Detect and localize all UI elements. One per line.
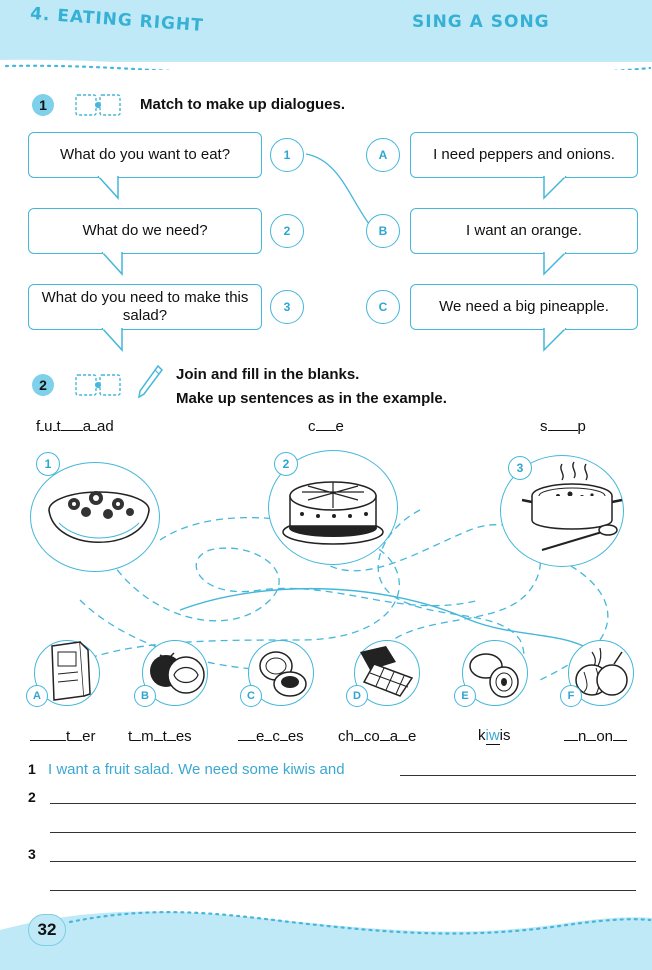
answer-bubble-a: I need peppers and onions. [410,132,638,178]
ingredient-letter-b: B [134,685,156,707]
answer-letter-b[interactable]: B [366,214,400,248]
dish-number-1: 1 [36,452,60,476]
bubble-tail [536,176,576,200]
cake-icon [278,470,388,550]
dish-number-3: 3 [508,456,532,480]
ingredient-word-d: ch co a e [338,728,417,745]
answer-line[interactable] [400,775,636,776]
ingredient-letter-c: C [240,685,262,707]
ingredient-letter-f: F [560,685,582,707]
ingredient-word-a: t er [30,727,96,745]
ingredient-word-c: e c es [238,727,304,745]
dish-number-2: 2 [274,452,298,476]
bubble-tail [536,252,576,276]
page-number: 32 [28,914,66,946]
dish-word-3: s p [540,418,586,435]
sentence-number-1: 1 [28,761,36,777]
footer-wave [0,898,652,970]
answer-line[interactable] [50,890,636,891]
dish-word-1: f u t a ad [36,418,114,435]
pencil-icon [136,364,164,400]
answer-line[interactable] [50,861,636,862]
exercise-2-instruction-2: Make up sentences as in the example. [176,390,447,407]
exercise-2-instruction-1: Join and fill in the blanks. [176,366,360,383]
butter-icon [40,638,96,706]
unit-title: 4. EATING RIGHT [29,3,205,37]
ingredient-letter-d: D [346,685,368,707]
section-title: SING A SONG [412,12,550,32]
exercise-1-instruction: Match to make up dialogues. [140,96,346,113]
exercise-1-number: 1 [32,94,54,116]
ingredient-word-b: t m t es [128,728,192,745]
bubble-tail [536,328,576,352]
question-bubble-2: What do we need? [28,208,262,254]
answer-letter-a[interactable]: A [366,138,400,172]
bubble-tail [100,328,140,352]
ingredient-letter-e: E [454,685,476,707]
ingredient-word-f: n on [564,727,627,745]
fruit-salad-icon [44,468,154,568]
sentence-number-2: 2 [28,789,36,805]
question-number-2[interactable]: 2 [270,214,304,248]
ingredient-letter-a: A [26,685,48,707]
answer-bubble-b: I want an orange. [410,208,638,254]
question-bubble-1: What do you want to eat? [28,132,262,178]
question-number-1[interactable]: 1 [270,138,304,172]
exercise-2-number: 2 [32,374,54,396]
answer-letter-c[interactable]: C [366,290,400,324]
sentence-number-3: 3 [28,846,36,862]
ingredient-word-e: kiwis [478,727,511,744]
answer-line[interactable] [50,803,636,804]
pair-work-icon [74,372,124,398]
answer-line[interactable] [50,832,636,833]
dish-word-2: c e [308,418,344,435]
question-number-3[interactable]: 3 [270,290,304,324]
bubble-tail [96,176,136,200]
answer-bubble-c: We need a big pineapple. [410,284,638,330]
bubble-tail [100,252,140,276]
question-bubble-3: What do you need to make this salad? [28,284,262,330]
sentence-example-1: I want a fruit salad. We need some kiwis and [48,761,345,778]
